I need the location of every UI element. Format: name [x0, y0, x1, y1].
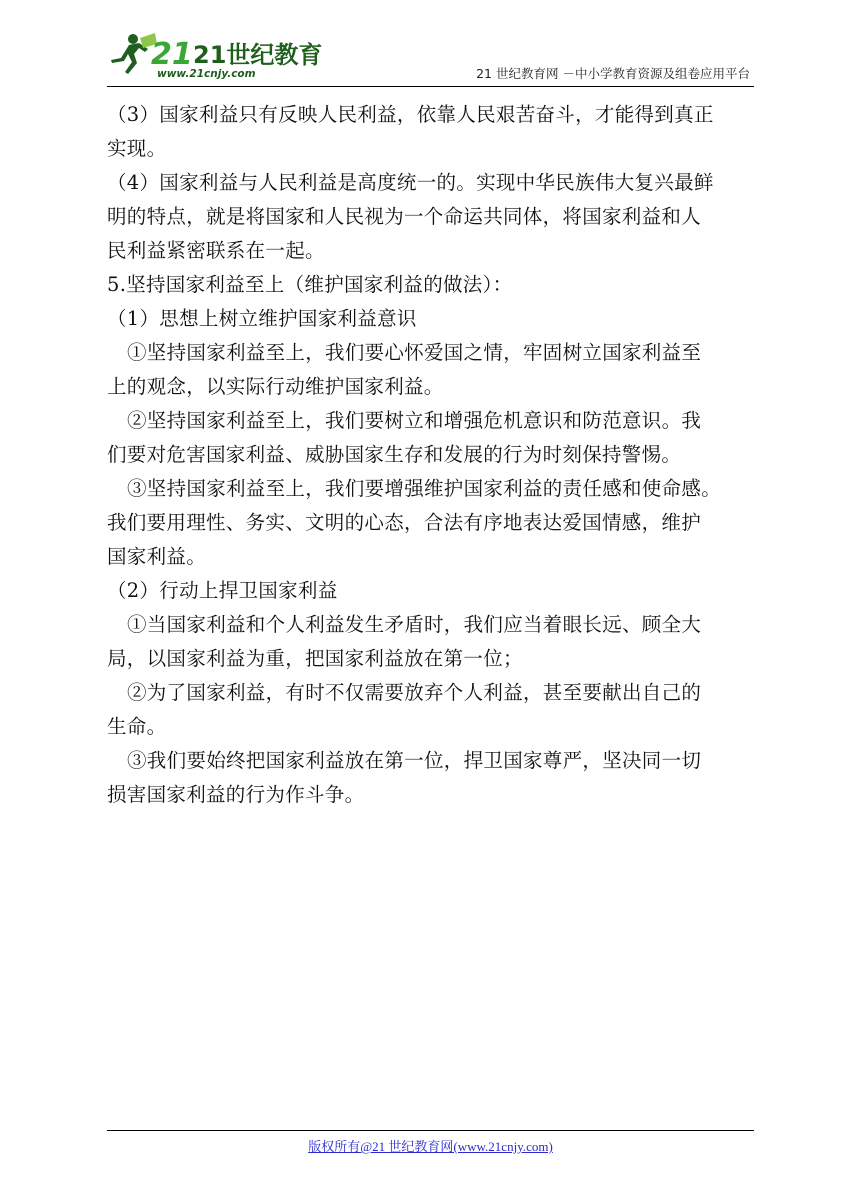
header-site-info: [476, 64, 750, 82]
logo-text: 21世纪教育: [193, 41, 323, 69]
paragraph-line: ②为了国家利益，有时不仅需要放弃个人利益，甚至要献出自己的: [127, 681, 702, 704]
subsection-heading: （1）思想上树立维护国家利益意识: [107, 307, 417, 330]
paragraph-line: 生命。: [107, 715, 167, 738]
paragraph-line: 国家利益。: [107, 545, 207, 568]
paragraph-line: ①坚持国家利益至上，我们要心怀爱国之情，牢固树立国家利益至: [127, 341, 702, 364]
paragraph-line: ③我们要始终把国家利益放在第一位，捍卫国家尊严，坚决同一切: [127, 749, 702, 772]
site-name: 21 世纪教育网: [476, 66, 559, 81]
logo-url: www.21cnjy.com: [157, 68, 256, 80]
paragraph-line: 实现。: [107, 137, 167, 160]
paragraph-line: ①当国家利益和个人利益发生矛盾时，我们应当着眼长远、顾全大: [127, 613, 702, 636]
paragraph-line: （3）国家利益只有反映人民利益，依靠人民艰苦奋斗，才能得到真正: [107, 103, 714, 126]
paragraph-line: ②坚持国家利益至上，我们要树立和增强危机意识和防范意识。我: [127, 409, 702, 432]
paragraph-line: 民利益紧密联系在一起。: [107, 239, 325, 262]
footer-divider: [107, 1130, 754, 1131]
paragraph-line: 损害国家利益的行为作斗争。: [107, 783, 365, 806]
subsection-heading: （2）行动上捍卫国家利益: [107, 579, 338, 602]
footer-copyright-link[interactable]: 版权所有@21 世纪教育网(www.21cnjy.com): [308, 1139, 553, 1154]
paragraph-line: 局，以国家利益为重，把国家利益放在第一位；: [107, 647, 523, 670]
paragraph-line: 明的特点，就是将国家和人民视为一个命运共同体，将国家利益和人: [107, 205, 702, 228]
paragraph-line: （4）国家利益与人民利益是高度统一的。实现中华民族伟大复兴最鲜: [107, 171, 714, 194]
document-body: [107, 98, 754, 812]
page-header: [107, 30, 754, 87]
runner-logo-icon: [107, 30, 323, 82]
paragraph-line: 们要对危害国家利益、威胁国家生存和发展的行为时刻保持警惕。: [107, 443, 682, 466]
section-heading: 5.坚持国家利益至上（维护国家利益的做法）：: [107, 273, 513, 296]
svg-text:21: 21: [151, 37, 193, 72]
paragraph-line: 我们要用理性、务实、文明的心态，合法有序地表达爱国情感，维护: [107, 511, 702, 534]
site-tagline: －中小学教育资源及组卷应用平台: [562, 66, 750, 81]
site-logo: [107, 30, 323, 82]
paragraph-line: ③坚持国家利益至上，我们要增强维护国家利益的责任感和使命感。: [127, 477, 722, 500]
paragraph-line: 上的观念，以实际行动维护国家利益。: [107, 375, 444, 398]
